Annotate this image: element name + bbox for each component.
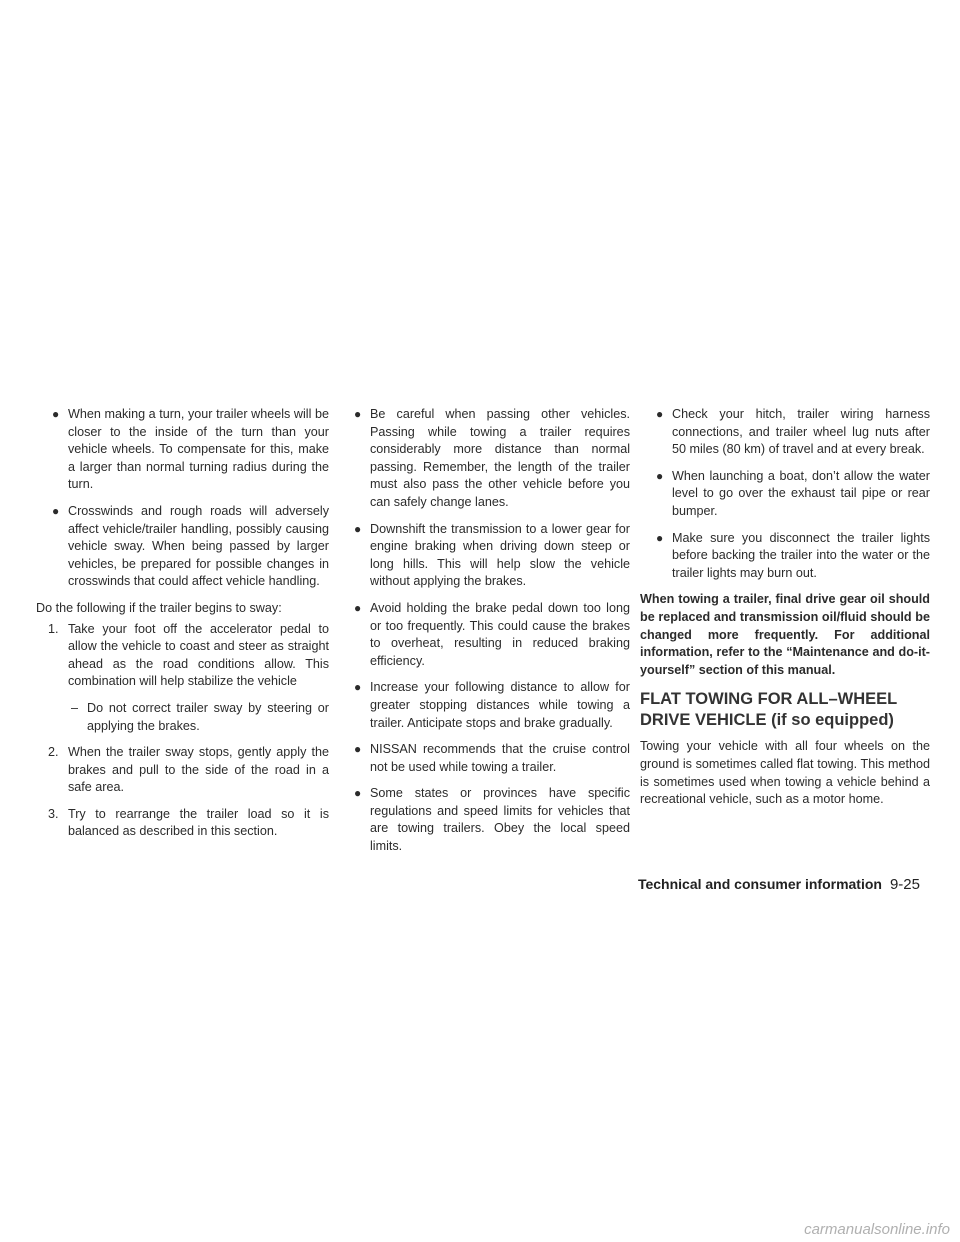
footer-section-title: Technical and consumer information — [637, 876, 882, 892]
step-2: 2. When the trailer sway stops, gently apply the brakes and pull to the side of the road in a safe area. — [48, 745, 329, 795]
bullet-item: ● Downshift the transmission to a lower gear for engine braking when driving down steep or long hills. This will help slow the vehicle without applying the brakes. — [354, 521, 630, 589]
page-footer — [620, 876, 920, 893]
flat-towing-paragraph: Towing your vehicle with all four wheels on the ground is sometimes called flat towing. This method is sometimes used when towing a vehicle behind a recreational vehicle, such as a motor home. — [640, 739, 930, 807]
bullet-icon: ● — [354, 407, 362, 421]
bullet-icon: ● — [52, 407, 60, 421]
bullet-item: ● Make sure you disconnect the trailer lights before backing the trailer into the water or the trailer lights may burn out. — [656, 530, 930, 580]
bullet-icon: ● — [354, 742, 362, 757]
step-1: 1. Take your foot off the accelerator pedal to allow the vehicle to coast and steer as straight ahead as the road conditions allow. This combination will help stabilize the vehicle — [48, 621, 329, 689]
sway-intro: Do the following if the trailer begins to sway: — [36, 600, 282, 615]
step-3: 3. Try to rearrange the trailer load so it is balanced as described in this section. — [48, 806, 329, 839]
column-right — [640, 406, 930, 812]
bullet-item: ● Check your hitch, trailer wiring harness connections, and trailer wheel lug nuts after 50 miles (80 km) of travel and at every break. — [656, 407, 930, 457]
bullet-icon: ● — [354, 786, 362, 801]
sub-item: – Do not correct trailer sway by steering or applying the brakes. — [71, 700, 329, 733]
bullet-icon: ● — [354, 680, 362, 695]
page-number: 9-25 — [889, 876, 920, 893]
bullet-item: ● Avoid holding the brake pedal down too long or too frequently. This could cause the brakes to overheat, resulting in reduced braking efficiency. — [354, 600, 630, 668]
bullet-icon: ● — [52, 503, 60, 518]
bullet-item: ● Crosswinds and rough roads will adversely affect vehicle/trailer handling, possibly causing vehicle sway. When being passed by larger vehicles, be prepared for possible changes in crosswinds that could affect vehicle handling. — [52, 503, 329, 589]
bullet-icon: ● — [354, 521, 362, 536]
bullet-item: ● Increase your following distance to allow for greater stopping distances while towing a trailer. Anticipate stops and brake gradually. — [354, 680, 630, 730]
watermark: carmanualsonline.info — [804, 1221, 950, 1238]
bullet-item: ● NISSAN recommends that the cruise control not be used while towing a trailer. — [354, 742, 630, 774]
bullet-item: ● Some states or provinces have specific regulations and speed limits for vehicles that are towing trailers. Obey the local speed limits. — [354, 786, 630, 854]
column-middle — [338, 406, 630, 865]
bullet-item: ● When making a turn, your trailer wheels will be closer to the inside of the turn than your vehicle wheels. To compensate for this, make a larger than normal turning radius during the turn. — [52, 407, 329, 492]
bullet-icon: ● — [656, 407, 664, 421]
bullet-item: ● Be careful when passing other vehicles. Passing while towing a trailer requires considerably more distance than normal passing. Remember, the length of the trailer must also pass the other vehicle before you can safely change lanes. — [354, 407, 630, 509]
maintenance-warning: When towing a trailer, final drive gear oil should be replaced and transmission oil/fluid should be changed more frequently. For additional information, refer to the “Maintenance and do-it-yourself” section of this manual. — [640, 592, 930, 677]
bullet-icon: ● — [656, 468, 664, 483]
bullet-icon: ● — [354, 600, 362, 615]
column-left — [36, 406, 329, 850]
section-heading: FLAT TOWING FOR ALL–WHEEL DRIVE VEHICLE (if so equipped) — [640, 690, 897, 730]
bullet-icon: ● — [656, 530, 664, 545]
bullet-item: ● When launching a boat, don’t allow the water level to go over the exhaust tail pipe or rear bumper. — [656, 468, 930, 518]
